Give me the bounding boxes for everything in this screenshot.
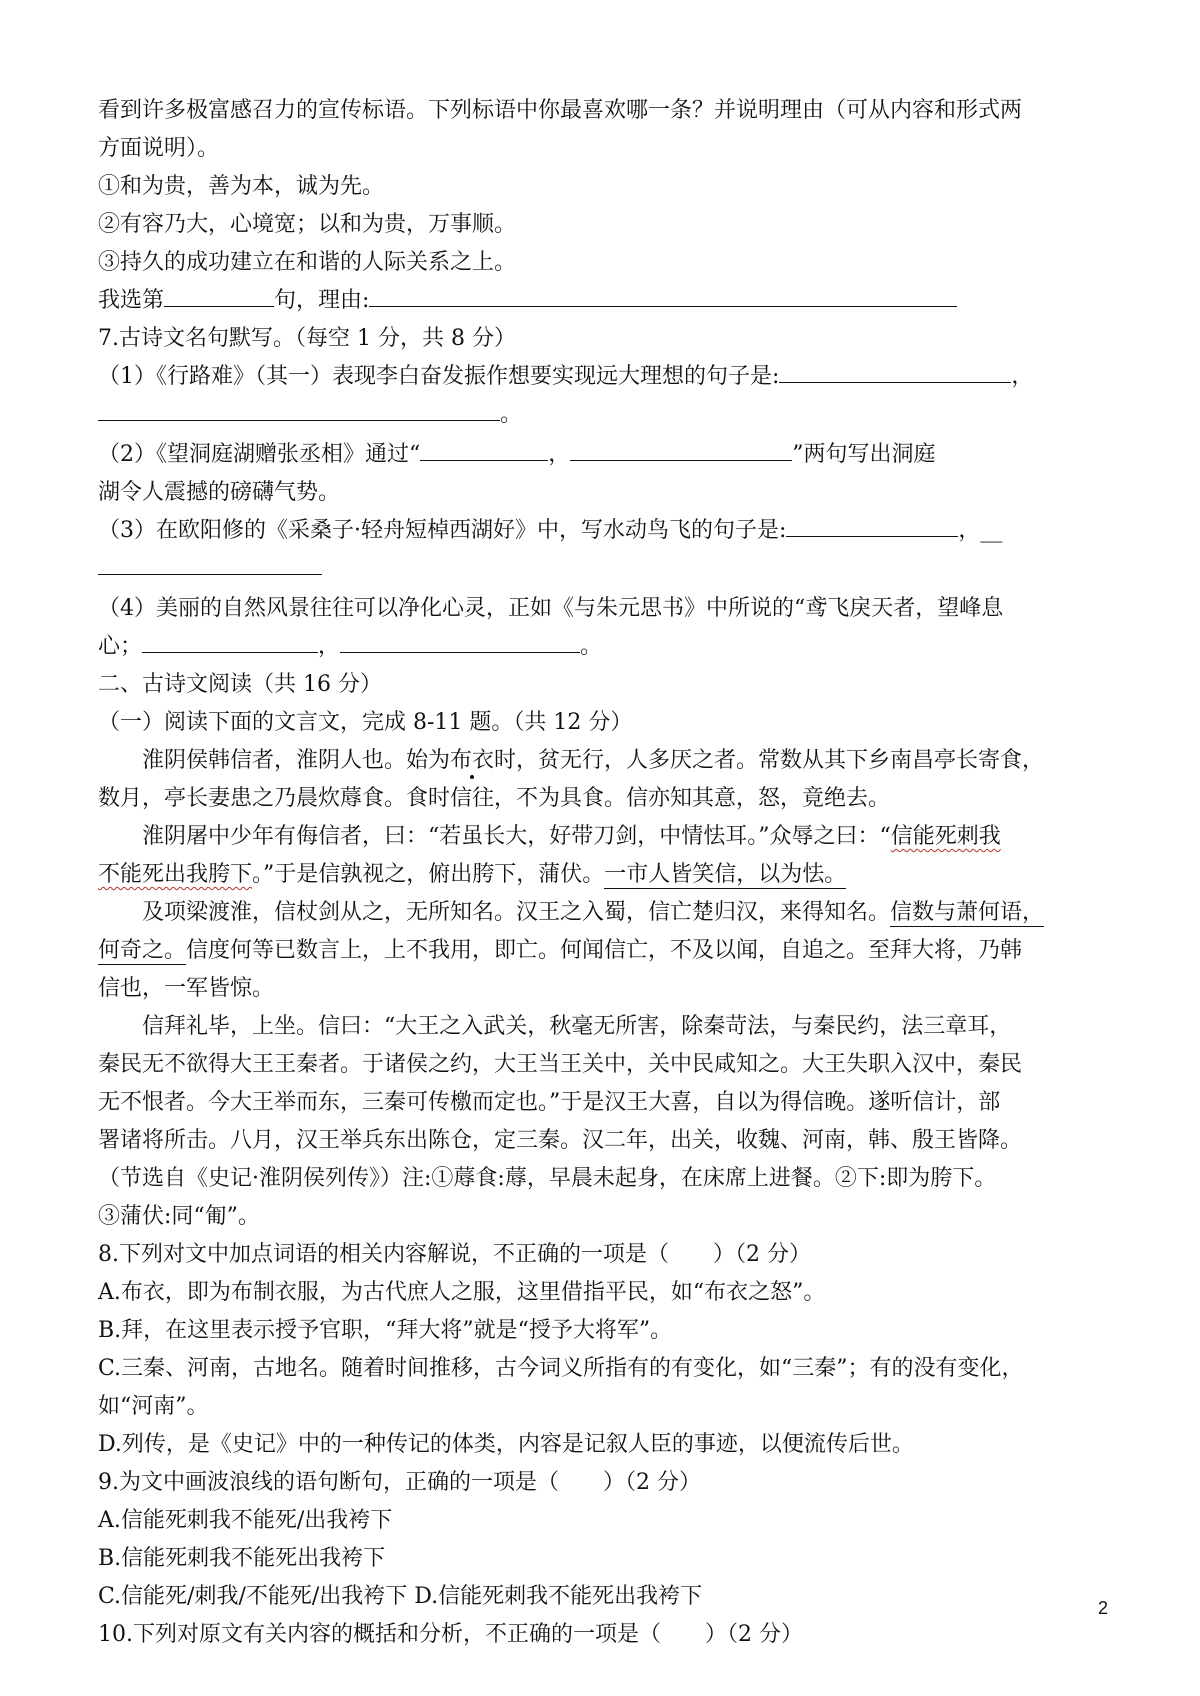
passage-paragraph: 信拜礼毕，上坐。信曰：“大王之入武关，秋毫无所害，除秦苛法，与秦民约，法三章耳， (142, 1014, 1012, 1039)
choice-option: A.信能死刺我不能死/出我袴下 (98, 1508, 393, 1533)
passage-line: 署诸将所击。八月，汉王举兵东出陈仓，定三秦。汉二年，出关，收魏、河南，韩、殷王皆降。 (98, 1128, 1023, 1153)
passage-line: 数月，亭长妻患之乃晨炊蓐食。食时信往，不为具食。信亦知其意，怒，竟绝去。 (98, 786, 891, 811)
wavy-underlined-text: 信能死刺我 (890, 824, 1001, 849)
choice-option: B.拜，在这里表示授予官职，“拜大将”就是“授予大将军”。 (98, 1318, 673, 1343)
page-number: 2 (1097, 1598, 1108, 1618)
choice-option: C.信能死/刺我/不能死/出我袴下 D.信能死刺我不能死出我袴下 (98, 1584, 703, 1609)
answer-line (98, 282, 1110, 320)
choice-option: 如“河南”。 (98, 1394, 209, 1419)
answer-blank[interactable] (340, 628, 580, 653)
question-item: 湖令人震撼的磅礴气势。 (98, 480, 341, 505)
choice-option: A.布衣，即为布制衣服，为古代庶人之服，这里借指平民，如“布衣之怒”。 (98, 1280, 826, 1305)
section-title: 二、古诗文阅读（共 16 分） (98, 672, 382, 697)
answer-blank[interactable] (164, 282, 274, 307)
answer-blank[interactable] (786, 512, 958, 537)
answer-blank[interactable] (420, 436, 548, 461)
answer-blank[interactable] (369, 282, 957, 307)
passage-paragraph: 及项梁渡淮，信杖剑从之，无所知名。汉王之入蜀，信亡楚归汉，来得知名。信数与萧何语， (142, 900, 1045, 925)
intro-line: 方面说明）。 (98, 136, 220, 161)
passage-note: （节选自《史记·淮阴侯列传》）注:①蓐食:蓐，早晨未起身，在床席上进餐。②下:即为胯下。 (98, 1166, 997, 1191)
passage-paragraph: 淮阴屠中少年有侮信者，曰：“若虽长大，好带刀剑，中情怯耳。”众辱之曰：“信能死刺我 (142, 824, 1001, 849)
dotted-word: 布衣 (450, 748, 495, 773)
question-item: （1）《行路难》（其一）表现李白奋发振作想要实现远大理想的句子是: ， (98, 358, 1110, 396)
passage-line: 信也，一军皆惊。 (98, 976, 275, 1001)
question-item: （2）《望洞庭湖赠张丞相》通过“ ， ”两句写出洞庭 (98, 436, 1110, 474)
choose-label: 我选第 (98, 288, 165, 313)
passage-line: 不能死出我胯下。”于是信孰视之，俯出胯下，蒲伏。一市人皆笑信，以为怯。 (98, 862, 847, 887)
underlined-sentence: 一市人皆笑信，以为怯。 (604, 862, 847, 887)
passage-note: ③蒲伏:同“匍”。 (98, 1204, 260, 1229)
answer-blank[interactable] (142, 628, 318, 653)
answer-blank[interactable] (779, 358, 1011, 383)
passage-line: 何奇之。信度何等已数言上，上不我用，即亡。何闻信亡，不及以闻，自追之。至拜大将，乃韩 (98, 938, 1023, 963)
question-item: 心； ， 。 (98, 628, 1110, 666)
passage-paragraph: 淮阴侯韩信者，淮阴人也。始为布衣时，贫无行，人多厌之者。常数从其下乡南昌亭长寄食， (142, 748, 1045, 773)
answer-blank[interactable] (570, 436, 792, 461)
reason-label: 句，理由: (274, 288, 370, 313)
passage-line: 秦民无不欲得大王王秦者。于诸侯之约，大王当王关中，关中民咸知之。大王失职入汉中，秦民 (98, 1052, 1023, 1077)
question-item: 。 (98, 396, 1110, 434)
question-item: （4）美丽的自然风景往往可以净化心灵，正如《与朱元思书》中所说的“鸢飞戾天者，望峰息 (98, 596, 1004, 621)
question-title: 7.古诗文名句默写。（每空 1 分，共 8 分） (98, 326, 516, 351)
wavy-underlined-text: 不能死出我胯下 (98, 862, 253, 887)
choice-option: B.信能死刺我不能死出我袴下 (98, 1546, 386, 1571)
slogan-option: ③持久的成功建立在和谐的人际关系之上。 (98, 250, 517, 275)
choice-option: C.三秦、河南，古地名。随着时间推移，古今词义所指有的有变化，如“三秦”；有的没有变化， (98, 1356, 1024, 1381)
underlined-sentence: 信数与萧何语， (890, 900, 1045, 925)
question-title: 10.下列对原文有关内容的概括和分析，不正确的一项是（ ）（2 分） (98, 1622, 803, 1647)
underlined-sentence: 何奇之。 (98, 938, 187, 963)
slogan-option: ①和为贵，善为本，诚为先。 (98, 174, 385, 199)
passage-line: 无不恨者。今大王举而东，三秦可传檄而定也。”于是汉王大喜，自以为得信晚。遂听信计，部 (98, 1090, 1001, 1115)
answer-blank[interactable] (98, 396, 500, 421)
question-item (98, 550, 1110, 588)
question-title: 8.下列对文中加点词语的相关内容解说，不正确的一项是（ ）（2 分） (98, 1242, 811, 1267)
choice-option: D.列传，是《史记》中的一种传记的体类，内容是记叙人臣的事迹，以便流传后世。 (98, 1432, 914, 1457)
question-title: 9.为文中画波浪线的语句断句，正确的一项是（ ）（2 分） (98, 1470, 701, 1495)
slogan-option: ②有容乃大，心境宽；以和为贵，万事顺。 (98, 212, 517, 237)
answer-blank[interactable] (98, 550, 322, 575)
document-page (98, 92, 1110, 1654)
question-item: （3）在欧阳修的《采桑子·轻舟短棹西湖好》中，写水动鸟飞的句子是: ，__ (98, 512, 1110, 550)
intro-line: 看到许多极富感召力的宣传标语。下列标语中你最喜欢哪一条？并说明理由（可从内容和形式两 (98, 98, 1023, 123)
subsection-title: （一）阅读下面的文言文，完成 8-11 题。（共 12 分） (98, 710, 633, 735)
